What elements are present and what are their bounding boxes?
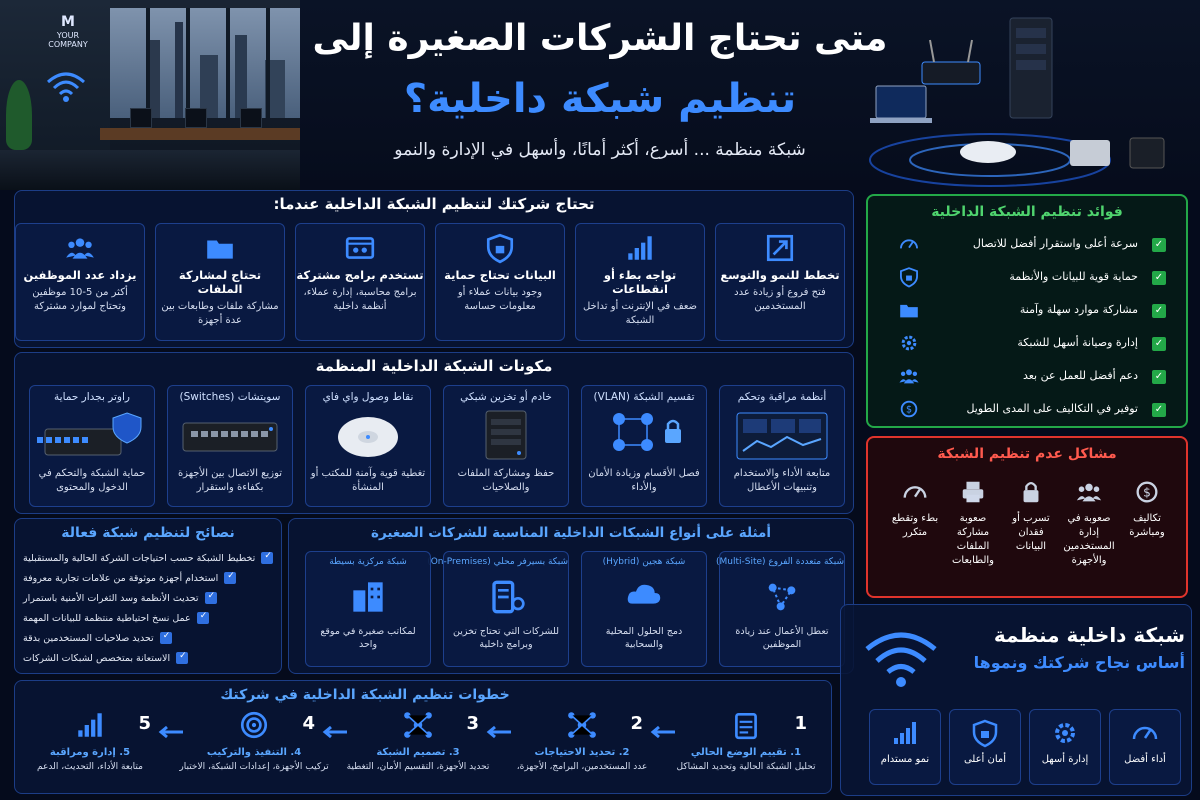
example-card-title: شبكة متعددة الفروع (Multi-Site)	[716, 557, 844, 567]
example-card-desc: لمكاتب صغيرة في موقع واحد	[320, 626, 416, 651]
conclusion-item	[869, 709, 941, 785]
conclusion-item	[1029, 709, 1101, 785]
problems-panel	[866, 436, 1188, 598]
check-icon: ✓	[224, 572, 236, 584]
switch-icon	[175, 407, 285, 463]
examples-section	[288, 518, 854, 674]
company-sign: M YOUR COMPANY	[48, 14, 88, 50]
wifi-icon	[44, 68, 88, 104]
tip-text: الاستعانة بمتخصص لشبكات الشركات	[23, 652, 171, 664]
hybrid-cloud-icon	[624, 577, 664, 617]
step-number: 1	[794, 713, 807, 734]
gear-icon	[1050, 718, 1080, 748]
step-title: 1. تقييم الوضع الحالي	[690, 747, 802, 758]
benefit-text: توفير في التكاليف على المدى الطويل	[966, 402, 1138, 415]
monitoring-dashboard-icon	[727, 407, 837, 463]
component-card-title: تقسيم الشبكة (VLAN)	[593, 391, 695, 403]
tip-item	[23, 589, 273, 607]
step-desc: متابعة الأداء، التحديث، الدعم	[37, 762, 143, 772]
conclusion-item	[949, 709, 1021, 785]
need-card-desc: برامج محاسبة، إدارة عملاء، أنظمة داخلية	[303, 287, 417, 312]
users-icon	[64, 232, 96, 264]
need-card-title: تخطط للنمو والتوسع	[720, 268, 840, 282]
hub-design-icon	[402, 709, 434, 741]
network-nodes-icon	[566, 709, 598, 741]
speedometer-icon	[901, 478, 929, 506]
need-card	[155, 223, 285, 341]
example-card	[716, 551, 845, 667]
component-card	[29, 385, 155, 507]
shield-icon	[898, 266, 920, 288]
example-card	[305, 551, 431, 667]
printer-icon	[959, 478, 987, 506]
network-devices-illustration	[840, 10, 1200, 190]
benefit-item	[868, 265, 1186, 291]
need-card-desc: فتح فروع أو زيادة عدد المستخدمين	[734, 287, 826, 312]
clipboard-icon	[730, 709, 762, 741]
problems-title: مشاكل عدم تنظيم الشبكة	[937, 446, 1117, 462]
step-desc: تركيب الأجهزة، إعدادات الشبكة، الاختبار	[179, 762, 329, 772]
example-card-desc: للشركات التي تحتاج تخزين وبرامج داخلية	[452, 626, 560, 651]
step-title: 2. تحديد الاحتياجات	[534, 747, 630, 758]
multi-site-icon	[762, 577, 802, 617]
check-icon: ✓	[1152, 238, 1166, 252]
need-card-title: البيانات تحتاج حماية	[444, 268, 556, 282]
users-icon	[1075, 478, 1103, 506]
component-card-title: راوتر بجدار حماية	[54, 391, 130, 403]
benefit-item	[868, 331, 1186, 357]
signal-bars-icon	[624, 232, 656, 264]
problem-text: صعوبة مشاركة الملفات والطابعات	[952, 513, 994, 566]
folder-icon	[898, 299, 920, 321]
component-card-title: أنظمة مراقبة وتحكم	[737, 391, 827, 403]
page-title-highlight: تنظيم شبكة داخلية؟	[403, 76, 797, 122]
components-title: مكونات الشبكة الداخلية المنظمة	[315, 357, 553, 375]
step-title: 3. تصميم الشبكة	[376, 747, 460, 758]
component-card-desc: متابعة الأداء والاستخدام وتنبيهات الأعطال	[733, 468, 831, 493]
warning-icon	[1133, 478, 1161, 506]
problem-text: تسرب أو فقدان البيانات	[1012, 513, 1050, 552]
wifi-icon	[861, 625, 941, 689]
step-item	[15, 709, 165, 791]
check-icon: ✓	[1152, 403, 1166, 417]
benefit-item	[868, 397, 1186, 423]
check-icon: ✓	[1152, 304, 1166, 318]
component-card-desc: تغطية قوية وآمنة للمكتب أو المنشأة	[310, 468, 426, 493]
check-icon: ✓	[205, 592, 217, 604]
need-card-title: تواجه بطء أو انقطاعات	[603, 268, 677, 296]
expand-icon	[764, 232, 796, 264]
problem-item	[944, 478, 1002, 588]
example-card	[581, 551, 707, 667]
steps-title: خطوات تنظيم الشبكة الداخلية في شركتك	[220, 687, 510, 703]
access-point-icon	[313, 407, 423, 463]
example-card-desc: تعطل الأعمال عند زيادة الموظفين	[735, 626, 829, 651]
remote-users-icon	[898, 365, 920, 387]
step-number: 2	[630, 713, 643, 734]
problem-text: صعوبة في إدارة المستخدمين والأجهزة	[1063, 513, 1115, 566]
office-illustration	[0, 0, 300, 190]
needs-title: تحتاج شركتك لتنظيم الشبكة الداخلية عندما:	[273, 195, 595, 213]
header	[0, 0, 1200, 190]
growth-bars-icon	[890, 718, 920, 748]
check-icon: ✓	[1152, 337, 1166, 351]
example-card-title: شبكة بسيرفر محلي (On-Premises	[430, 557, 568, 567]
step-number: 5	[138, 713, 151, 734]
problem-item	[1118, 478, 1176, 588]
tip-text: تخطيط الشبكة حسب احتياجات الشركة الحالية والمستقبلية	[23, 552, 256, 564]
benefit-text: مشاركة موارد سهلة وآمنة	[1019, 303, 1138, 316]
need-card	[435, 223, 565, 341]
tip-item	[23, 629, 273, 647]
component-card	[581, 385, 707, 507]
benefit-text: حماية قوية للبيانات والأنظمة	[1009, 270, 1138, 283]
tip-text: تحديث الأنظمة وسد الثغرات الأمنية باستمرار	[23, 592, 199, 604]
speedometer-icon	[898, 233, 920, 255]
tip-item	[23, 569, 273, 587]
tip-text: عمل نسخ احتياطية منتظمة للبيانات المهمة	[23, 612, 191, 624]
tip-text: تحديد صلاحيات المستخدمين بدقة	[23, 632, 154, 644]
component-card-desc: حفظ ومشاركة الملفات والصلاحيات	[457, 468, 555, 493]
page-title: متى تحتاج الشركات الصغيرة إلى	[312, 18, 888, 59]
page-subtitle: شبكة منظمة ... أسرع، أكثر أمانًا، وأسهل في الإدارة والنمو	[394, 140, 806, 160]
tip-text: استخدام أجهزة موثوقة من علامات تجارية معروفة	[23, 572, 219, 584]
chart-icon	[74, 709, 106, 741]
benefit-item	[868, 298, 1186, 324]
shield-lock-icon	[484, 232, 516, 264]
example-card-title: شبكة هجين (Hybrid)	[602, 557, 686, 567]
tip-item	[23, 549, 273, 567]
tip-item	[23, 609, 273, 627]
check-icon: ✓	[261, 552, 273, 564]
folder-icon	[204, 232, 236, 264]
needs-section	[14, 190, 854, 348]
nas-server-icon	[451, 407, 561, 463]
shield-star-icon	[970, 718, 1000, 748]
component-card	[167, 385, 293, 507]
component-card	[719, 385, 845, 507]
benefit-item	[868, 232, 1186, 258]
benefit-text: إدارة وصيانة أسهل للشبكة	[1017, 336, 1138, 349]
step-title: 4. التنفيذ والتركيب	[206, 747, 302, 758]
component-card	[443, 385, 569, 507]
need-card-title: تحتاج لمشاركة الملفات	[178, 268, 262, 296]
conclusion-text: إدارة أسهل	[1041, 754, 1089, 765]
component-card-desc: توزيع الاتصال بين الأجهزة بكفاءة واستقرار	[177, 468, 283, 493]
benefits-title: فوائد تنظيم الشبكة الداخلية	[931, 204, 1123, 220]
target-icon	[238, 709, 270, 741]
example-card-desc: دمج الحلول المحلية والسحابية	[605, 626, 683, 651]
conclusion-title: شبكة داخلية منظمة	[993, 623, 1185, 647]
step-item	[507, 709, 657, 791]
component-card-title: نقاط وصول واي فاي	[322, 391, 414, 403]
example-card	[430, 551, 569, 667]
component-card	[305, 385, 431, 507]
tips-title: نصائح لتنظيم شبكة فعالة	[61, 525, 235, 541]
step-number: 4	[302, 713, 315, 734]
tips-section	[14, 518, 282, 674]
problem-text: بطء وتقطع متكرر	[891, 513, 939, 538]
check-icon: ✓	[197, 612, 209, 624]
component-card-title: خادم أو تخزين شبكي	[460, 391, 552, 403]
need-card-title: تستخدم برامج مشتركة	[296, 268, 424, 282]
step-item	[343, 709, 493, 791]
steps-section	[14, 680, 832, 794]
need-card	[715, 223, 845, 341]
conclusion-text: أمان أعلى	[963, 754, 1007, 765]
building-icon	[348, 577, 388, 617]
need-card-desc: أكثر من 5-10 موظفين وتحتاج لموارد مشتركة	[32, 287, 128, 312]
need-card	[295, 223, 425, 341]
step-desc: تحديد الأجهزة، التقسيم الأمان، التغطية	[346, 762, 490, 772]
components-section	[14, 352, 854, 514]
check-icon: ✓	[1152, 370, 1166, 384]
gauge-icon	[1130, 718, 1160, 748]
conclusion-text: أداء أفضل	[1124, 754, 1166, 765]
need-card-title: يزداد عدد الموظفين	[23, 268, 137, 282]
gear-icon	[898, 332, 920, 354]
component-card-desc: فصل الأقسام وزيادة الأمان والأداء	[588, 468, 700, 493]
step-title: 5. إدارة ومراقبة	[49, 747, 131, 758]
local-server-icon	[486, 577, 526, 617]
problem-item	[886, 478, 944, 588]
problem-item	[1002, 478, 1060, 588]
benefit-item	[868, 364, 1186, 390]
tip-item	[23, 649, 273, 667]
benefit-text: دعم أفضل للعمل عن بعد	[1022, 369, 1138, 382]
step-desc: عدد المستخدمين، البرامج، الأجهزة،	[516, 762, 648, 772]
need-card-desc: ضعف في الإنترنت أو تداخل الشبكة	[582, 301, 698, 326]
money-icon	[898, 398, 920, 420]
app-window-icon	[344, 232, 376, 264]
need-card	[15, 223, 145, 341]
conclusion-subtitle: أساس نجاح شركتك ونموها	[973, 653, 1185, 672]
examples-title: أمثلة على أنواع الشبكات الداخلية المناسبة للشركات الصغيرة	[371, 525, 771, 541]
conclusion-text: نمو مستدام	[880, 754, 930, 765]
component-card-desc: حماية الشبكة والتحكم في الدخول والمحتوى	[38, 468, 146, 493]
problem-item	[1060, 478, 1118, 588]
step-item	[671, 709, 821, 791]
problem-text: تكاليف ومباشرة	[1129, 513, 1165, 538]
benefit-text: سرعة أعلى واستقرار أفضل للاتصال	[972, 237, 1138, 250]
svg-text:$: $	[1143, 485, 1151, 500]
component-card-title: سويتشات (Switches)	[179, 391, 281, 403]
step-item	[179, 709, 329, 791]
example-card-title: شبكة مركزية بسيطة	[329, 557, 407, 567]
check-icon: ✓	[176, 652, 188, 664]
need-card	[575, 223, 705, 341]
check-icon: ✓	[1152, 271, 1166, 285]
need-card-desc: وجود بيانات عملاء أو معلومات حساسة	[457, 287, 543, 312]
need-card-desc: مشاركة ملفات وطابعات بين عدة أجهزة	[161, 301, 279, 326]
conclusion-panel	[840, 604, 1192, 796]
lock-icon	[1017, 478, 1045, 506]
vlan-diagram-icon	[589, 407, 699, 463]
benefits-panel	[866, 194, 1188, 428]
step-desc: تحليل الشبكة الحالية وتحديد المشاكل	[676, 762, 816, 772]
svg-text:$: $	[905, 404, 913, 416]
conclusion-item	[1109, 709, 1181, 785]
check-icon: ✓	[160, 632, 172, 644]
step-number: 3	[466, 713, 479, 734]
firewall-router-icon	[37, 407, 147, 463]
